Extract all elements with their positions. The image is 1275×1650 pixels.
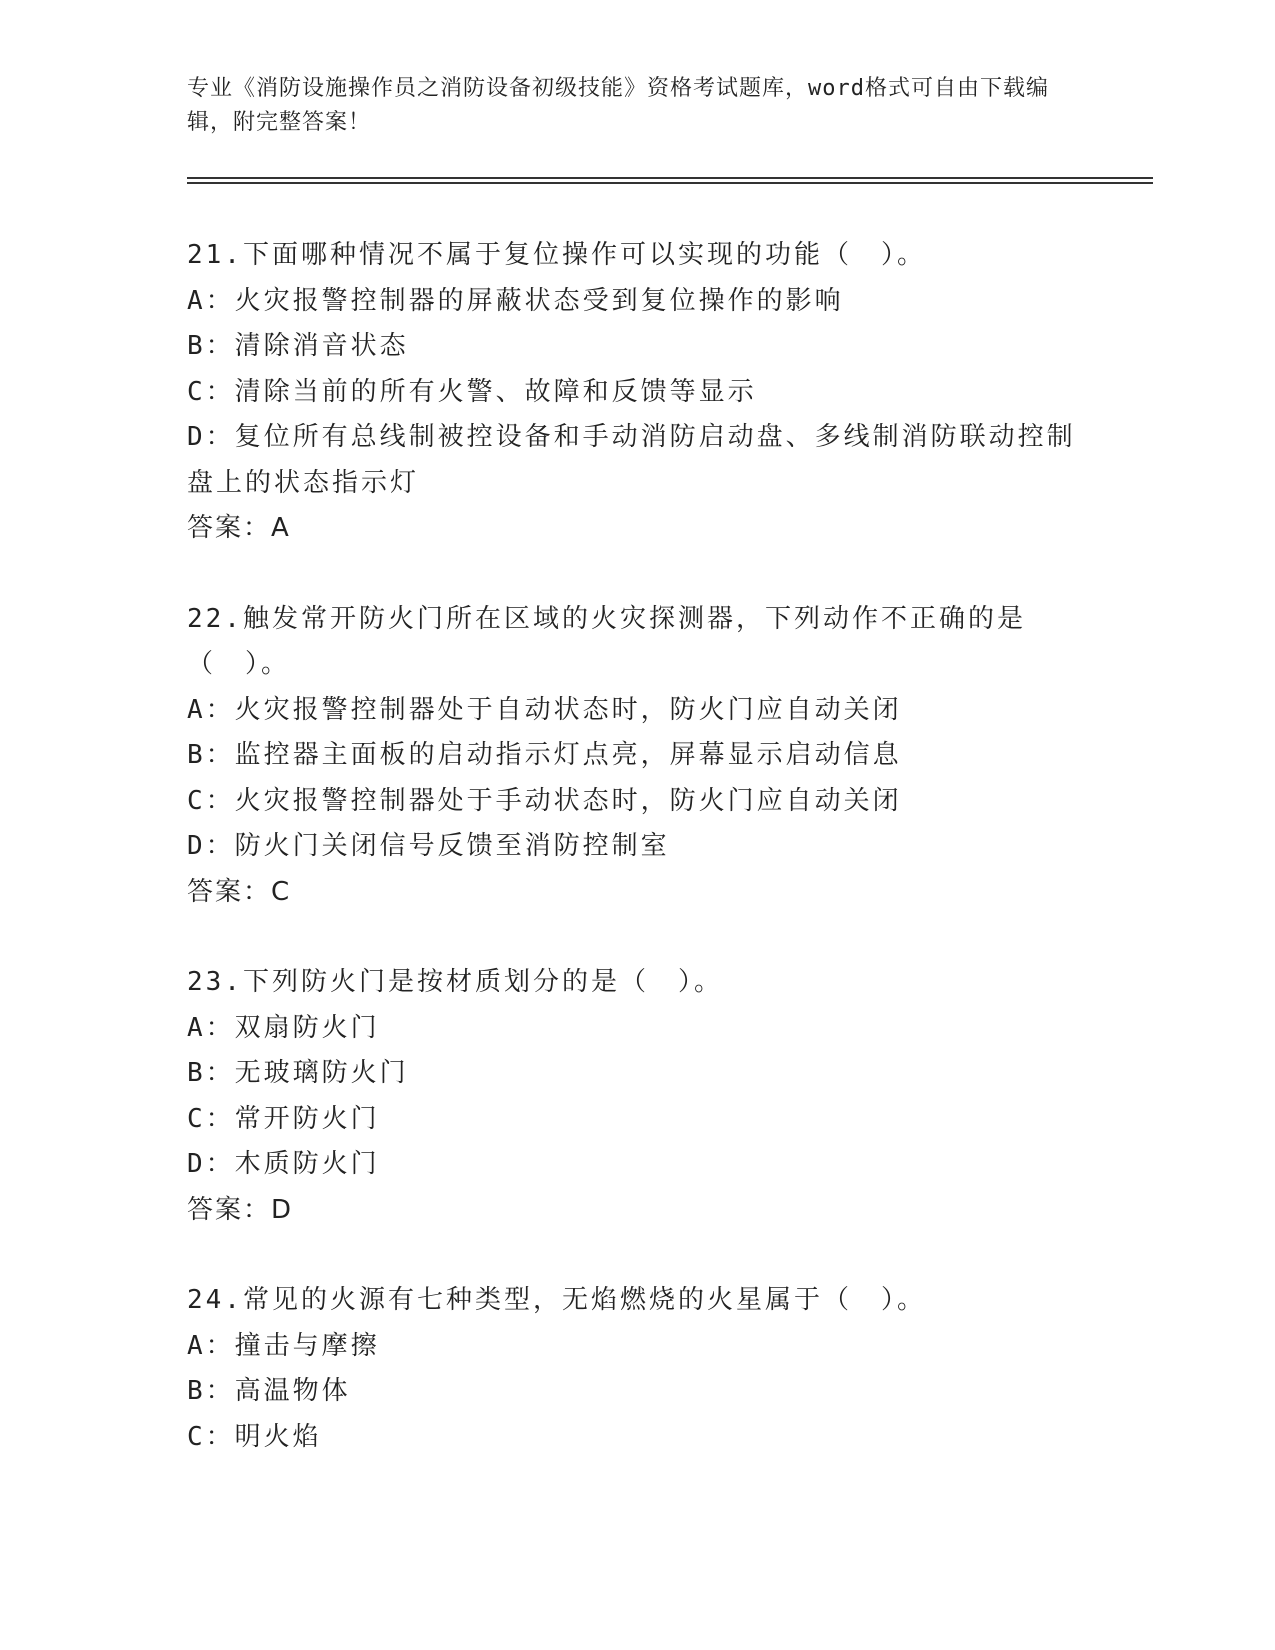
option-b: B：监控器主面板的启动指示灯点亮，屏幕显示启动信息 [187,740,902,770]
option-a: A：火灾报警控制器处于自动状态时，防火门应自动关闭 [187,694,902,725]
question-21 [187,233,1087,552]
question-stem: 24.常见的火源有七种类型，无焰燃烧的火星属于（ ）。 [187,1285,926,1315]
option-a: A：双扇防火门 [187,1012,380,1043]
answer: 答案：A [187,513,291,543]
option-a: A：火灾报警控制器的屏蔽状态受到复位操作的影响 [187,285,844,316]
question-stem: 21.下面哪种情况不属于复位操作可以实现的功能（ ）。 [187,240,926,270]
option-a: A：撞击与摩擦 [187,1330,380,1361]
option-d: D：木质防火门 [187,1149,380,1179]
question-stem: 22.触发常开防火门所在区域的火灾探测器，下列动作不正确的是（ ）。 [187,603,1026,679]
answer: 答案：D [187,1194,294,1225]
question-22 [187,597,1087,916]
option-c: C：明火焰 [187,1421,322,1452]
option-c: C：清除当前的所有火警、故障和反馈等显示 [187,376,757,407]
option-b: B：清除消音状态 [187,331,409,361]
option-c: C：火灾报警控制器处于手动状态时，防火门应自动关闭 [187,785,902,816]
option-b: B：无玻璃防火门 [187,1058,409,1088]
option-b: B：高温物体 [187,1376,351,1406]
answer: 答案：C [187,876,292,907]
header-divider-top [187,177,1153,179]
option-d: D：复位所有总线制被控设备和手动消防启动盘、多线制消防联动控制盘上的状态指示灯 [187,422,1076,498]
question-stem: 23.下列防火门是按材质划分的是（ ）。 [187,967,723,997]
question-24 [187,1278,1087,1460]
question-23 [187,960,1087,1233]
document-header: 专业《消防设施操作员之消防设备初级技能》资格考试题库，word格式可自由下载编辑，附完整答案！ [187,76,1049,135]
option-c: C：常开防火门 [187,1103,380,1134]
question-list [187,233,1087,1505]
option-d: D：防火门关闭信号反馈至消防控制室 [187,831,670,861]
header-divider-bottom [187,182,1153,184]
